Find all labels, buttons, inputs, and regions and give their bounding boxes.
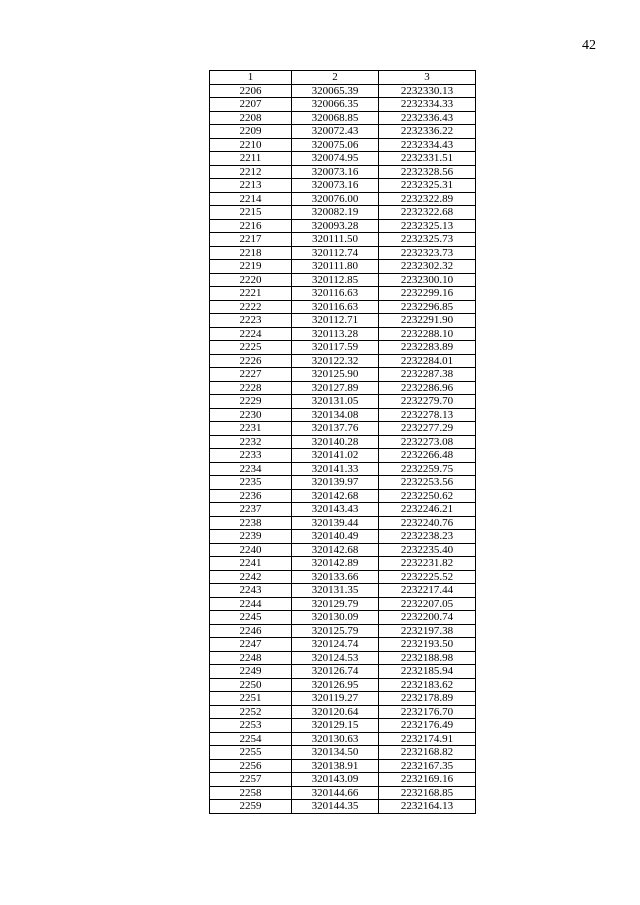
table-row xyxy=(210,800,476,814)
table-cell: 2235 xyxy=(210,476,292,490)
table-cell: 2233 xyxy=(210,449,292,463)
table-cell: 2232188.98 xyxy=(379,651,476,665)
table-cell: 2206 xyxy=(210,84,292,98)
table-cell: 2232287.38 xyxy=(379,368,476,382)
table-cell: 2232168.82 xyxy=(379,746,476,760)
table-cell: 320141.02 xyxy=(292,449,379,463)
table-row xyxy=(210,503,476,517)
table-cell: 320131.05 xyxy=(292,395,379,409)
table-row xyxy=(210,773,476,787)
table-cell: 2236 xyxy=(210,489,292,503)
table-cell: 320137.76 xyxy=(292,422,379,436)
table-cell: 2250 xyxy=(210,678,292,692)
table-cell: 320134.50 xyxy=(292,746,379,760)
table-row xyxy=(210,665,476,679)
table-cell: 2232291.90 xyxy=(379,314,476,328)
table-row xyxy=(210,759,476,773)
table-cell: 2230 xyxy=(210,408,292,422)
table-cell: 2251 xyxy=(210,692,292,706)
table-row xyxy=(210,570,476,584)
table-cell: 2234 xyxy=(210,462,292,476)
table-cell: 2232253.56 xyxy=(379,476,476,490)
table-cell: 320111.80 xyxy=(292,260,379,274)
table-cell: 320116.63 xyxy=(292,287,379,301)
table-cell: 2232231.82 xyxy=(379,557,476,571)
table-cell: 2232300.10 xyxy=(379,273,476,287)
table-cell: 2232322.89 xyxy=(379,192,476,206)
table-row xyxy=(210,516,476,530)
table-cell: 320139.44 xyxy=(292,516,379,530)
table-row xyxy=(210,732,476,746)
table-cell: 2232183.62 xyxy=(379,678,476,692)
table-cell: 2232259.75 xyxy=(379,462,476,476)
table-cell: 2256 xyxy=(210,759,292,773)
table-cell: 2232299.16 xyxy=(379,287,476,301)
table-row xyxy=(210,84,476,98)
table-cell: 2226 xyxy=(210,354,292,368)
table-row xyxy=(210,611,476,625)
table-cell: 2232325.31 xyxy=(379,179,476,193)
table-cell: 2232323.73 xyxy=(379,246,476,260)
table-cell: 2232284.01 xyxy=(379,354,476,368)
table-row xyxy=(210,408,476,422)
table-cell: 2239 xyxy=(210,530,292,544)
table-cell: 2232 xyxy=(210,435,292,449)
table-cell: 2232288.10 xyxy=(379,327,476,341)
table-cell: 2232217.44 xyxy=(379,584,476,598)
table-cell: 2241 xyxy=(210,557,292,571)
table-cell: 320073.16 xyxy=(292,165,379,179)
table-cell: 2232322.68 xyxy=(379,206,476,220)
table-cell: 320133.66 xyxy=(292,570,379,584)
table-cell: 2244 xyxy=(210,597,292,611)
table-cell: 2232178.89 xyxy=(379,692,476,706)
table-cell: 2232207.05 xyxy=(379,597,476,611)
table-row xyxy=(210,300,476,314)
table-cell: 2232185.94 xyxy=(379,665,476,679)
table-row xyxy=(210,233,476,247)
table-cell: 320075.06 xyxy=(292,138,379,152)
table-cell: 2242 xyxy=(210,570,292,584)
table-cell: 2232330.13 xyxy=(379,84,476,98)
table-row xyxy=(210,435,476,449)
table-cell: 320131.35 xyxy=(292,584,379,598)
column-header-1: 1 xyxy=(210,71,292,85)
table-cell: 320127.89 xyxy=(292,381,379,395)
table-header-row xyxy=(210,71,476,85)
table-row xyxy=(210,530,476,544)
table-cell: 320120.64 xyxy=(292,705,379,719)
table-cell: 320113.28 xyxy=(292,327,379,341)
column-header-3: 3 xyxy=(379,71,476,85)
table-cell: 2219 xyxy=(210,260,292,274)
table-cell: 320140.28 xyxy=(292,435,379,449)
table-cell: 2232169.16 xyxy=(379,773,476,787)
table-body xyxy=(210,84,476,813)
table-cell: 2225 xyxy=(210,341,292,355)
table-cell: 2232176.49 xyxy=(379,719,476,733)
table-row xyxy=(210,111,476,125)
table-cell: 2259 xyxy=(210,800,292,814)
table-cell: 320066.35 xyxy=(292,98,379,112)
table-row xyxy=(210,597,476,611)
table-cell: 2232278.13 xyxy=(379,408,476,422)
table-row xyxy=(210,786,476,800)
table-cell: 2232197.38 xyxy=(379,624,476,638)
table-cell: 320125.79 xyxy=(292,624,379,638)
table-cell: 2223 xyxy=(210,314,292,328)
table-cell: 2247 xyxy=(210,638,292,652)
table-cell: 320073.16 xyxy=(292,179,379,193)
table-cell: 2232168.85 xyxy=(379,786,476,800)
table-cell: 320116.63 xyxy=(292,300,379,314)
table-cell: 320074.95 xyxy=(292,152,379,166)
table-cell: 320119.27 xyxy=(292,692,379,706)
table-row xyxy=(210,98,476,112)
table-cell: 320082.19 xyxy=(292,206,379,220)
table-cell: 2258 xyxy=(210,786,292,800)
table-cell: 2232238.23 xyxy=(379,530,476,544)
table-cell: 320112.85 xyxy=(292,273,379,287)
table-row xyxy=(210,152,476,166)
table-cell: 2232250.62 xyxy=(379,489,476,503)
table-cell: 320140.49 xyxy=(292,530,379,544)
page-number: 42 xyxy=(582,38,596,53)
table-cell: 2232283.89 xyxy=(379,341,476,355)
table-cell: 2232336.43 xyxy=(379,111,476,125)
table-row xyxy=(210,489,476,503)
table-cell: 2237 xyxy=(210,503,292,517)
table-cell: 320138.91 xyxy=(292,759,379,773)
table-cell: 2212 xyxy=(210,165,292,179)
table-cell: 320112.74 xyxy=(292,246,379,260)
table-row xyxy=(210,206,476,220)
table-cell: 2252 xyxy=(210,705,292,719)
table-cell: 320124.53 xyxy=(292,651,379,665)
table-cell: 2232296.85 xyxy=(379,300,476,314)
table-cell: 320143.43 xyxy=(292,503,379,517)
table-row xyxy=(210,638,476,652)
table-row xyxy=(210,327,476,341)
table-row xyxy=(210,422,476,436)
column-header-2: 2 xyxy=(292,71,379,85)
table-cell: 2232164.13 xyxy=(379,800,476,814)
table-row xyxy=(210,354,476,368)
table-cell: 2222 xyxy=(210,300,292,314)
table-row xyxy=(210,557,476,571)
table-cell: 2232200.74 xyxy=(379,611,476,625)
table-cell: 320129.15 xyxy=(292,719,379,733)
table-cell: 2246 xyxy=(210,624,292,638)
table-cell: 2210 xyxy=(210,138,292,152)
table-cell: 2227 xyxy=(210,368,292,382)
table-cell: 2232240.76 xyxy=(379,516,476,530)
table-cell: 2232277.29 xyxy=(379,422,476,436)
table-cell: 2221 xyxy=(210,287,292,301)
table-row xyxy=(210,165,476,179)
table-cell: 2232279.70 xyxy=(379,395,476,409)
table-cell: 320144.66 xyxy=(292,786,379,800)
table-cell: 320126.74 xyxy=(292,665,379,679)
table-row xyxy=(210,746,476,760)
table-cell: 2232176.70 xyxy=(379,705,476,719)
coordinates-table xyxy=(209,70,476,814)
table-cell: 320065.39 xyxy=(292,84,379,98)
table-cell: 320141.33 xyxy=(292,462,379,476)
table-cell: 2209 xyxy=(210,125,292,139)
table-row xyxy=(210,314,476,328)
table-cell: 2232325.13 xyxy=(379,219,476,233)
table-cell: 2217 xyxy=(210,233,292,247)
table-row xyxy=(210,584,476,598)
table-cell: 2232266.48 xyxy=(379,449,476,463)
table-row xyxy=(210,125,476,139)
table-row xyxy=(210,678,476,692)
table-cell: 320142.68 xyxy=(292,543,379,557)
table-row xyxy=(210,624,476,638)
table-cell: 2211 xyxy=(210,152,292,166)
table-cell: 320122.32 xyxy=(292,354,379,368)
table-cell: 2232235.40 xyxy=(379,543,476,557)
table-row xyxy=(210,476,476,490)
table-cell: 2243 xyxy=(210,584,292,598)
table-cell: 2207 xyxy=(210,98,292,112)
table-row xyxy=(210,719,476,733)
table-row xyxy=(210,260,476,274)
table-cell: 2229 xyxy=(210,395,292,409)
table-cell: 2228 xyxy=(210,381,292,395)
table-cell: 2218 xyxy=(210,246,292,260)
table-row xyxy=(210,368,476,382)
table-row xyxy=(210,462,476,476)
table-row xyxy=(210,192,476,206)
table-cell: 320076.00 xyxy=(292,192,379,206)
table-cell: 320111.50 xyxy=(292,233,379,247)
table-row xyxy=(210,246,476,260)
table-cell: 320130.09 xyxy=(292,611,379,625)
table-cell: 2232174.91 xyxy=(379,732,476,746)
table-row xyxy=(210,705,476,719)
table-cell: 2208 xyxy=(210,111,292,125)
table-cell: 2257 xyxy=(210,773,292,787)
table-row xyxy=(210,449,476,463)
table-cell: 320129.79 xyxy=(292,597,379,611)
table-cell: 2232286.96 xyxy=(379,381,476,395)
table-cell: 2232167.35 xyxy=(379,759,476,773)
table-cell: 2232246.21 xyxy=(379,503,476,517)
table-cell: 2232336.22 xyxy=(379,125,476,139)
table-cell: 2253 xyxy=(210,719,292,733)
table-cell: 2232302.32 xyxy=(379,260,476,274)
table-row xyxy=(210,651,476,665)
table-cell: 320093.28 xyxy=(292,219,379,233)
table-cell: 2248 xyxy=(210,651,292,665)
table-cell: 2224 xyxy=(210,327,292,341)
table-cell: 320144.35 xyxy=(292,800,379,814)
table-row xyxy=(210,219,476,233)
table-cell: 2232334.33 xyxy=(379,98,476,112)
table-cell: 2232334.43 xyxy=(379,138,476,152)
table-cell: 2213 xyxy=(210,179,292,193)
table-row xyxy=(210,395,476,409)
table-cell: 320124.74 xyxy=(292,638,379,652)
table-cell: 320068.85 xyxy=(292,111,379,125)
table-row xyxy=(210,341,476,355)
table-row xyxy=(210,543,476,557)
table-cell: 2245 xyxy=(210,611,292,625)
table-cell: 2240 xyxy=(210,543,292,557)
table-row xyxy=(210,287,476,301)
table-cell: 320112.71 xyxy=(292,314,379,328)
table-cell: 320142.68 xyxy=(292,489,379,503)
table-row xyxy=(210,381,476,395)
table-cell: 2232328.56 xyxy=(379,165,476,179)
table-cell: 320142.89 xyxy=(292,557,379,571)
table-cell: 2231 xyxy=(210,422,292,436)
table-row xyxy=(210,179,476,193)
table-cell: 2232325.73 xyxy=(379,233,476,247)
table-cell: 320126.95 xyxy=(292,678,379,692)
table-cell: 320130.63 xyxy=(292,732,379,746)
table-row xyxy=(210,138,476,152)
table-cell: 2220 xyxy=(210,273,292,287)
table-cell: 320134.08 xyxy=(292,408,379,422)
table-cell: 2232331.51 xyxy=(379,152,476,166)
table-cell: 2216 xyxy=(210,219,292,233)
table-row xyxy=(210,273,476,287)
table-cell: 2214 xyxy=(210,192,292,206)
table-cell: 2232273.08 xyxy=(379,435,476,449)
table-cell: 2232225.52 xyxy=(379,570,476,584)
table-cell: 320139.97 xyxy=(292,476,379,490)
table-row xyxy=(210,692,476,706)
table-cell: 320125.90 xyxy=(292,368,379,382)
table-cell: 320143.09 xyxy=(292,773,379,787)
table-cell: 2238 xyxy=(210,516,292,530)
table-cell: 2249 xyxy=(210,665,292,679)
table-cell: 2254 xyxy=(210,732,292,746)
table-cell: 2232193.50 xyxy=(379,638,476,652)
table-cell: 320117.59 xyxy=(292,341,379,355)
table-cell: 320072.43 xyxy=(292,125,379,139)
table-cell: 2255 xyxy=(210,746,292,760)
table-cell: 2215 xyxy=(210,206,292,220)
